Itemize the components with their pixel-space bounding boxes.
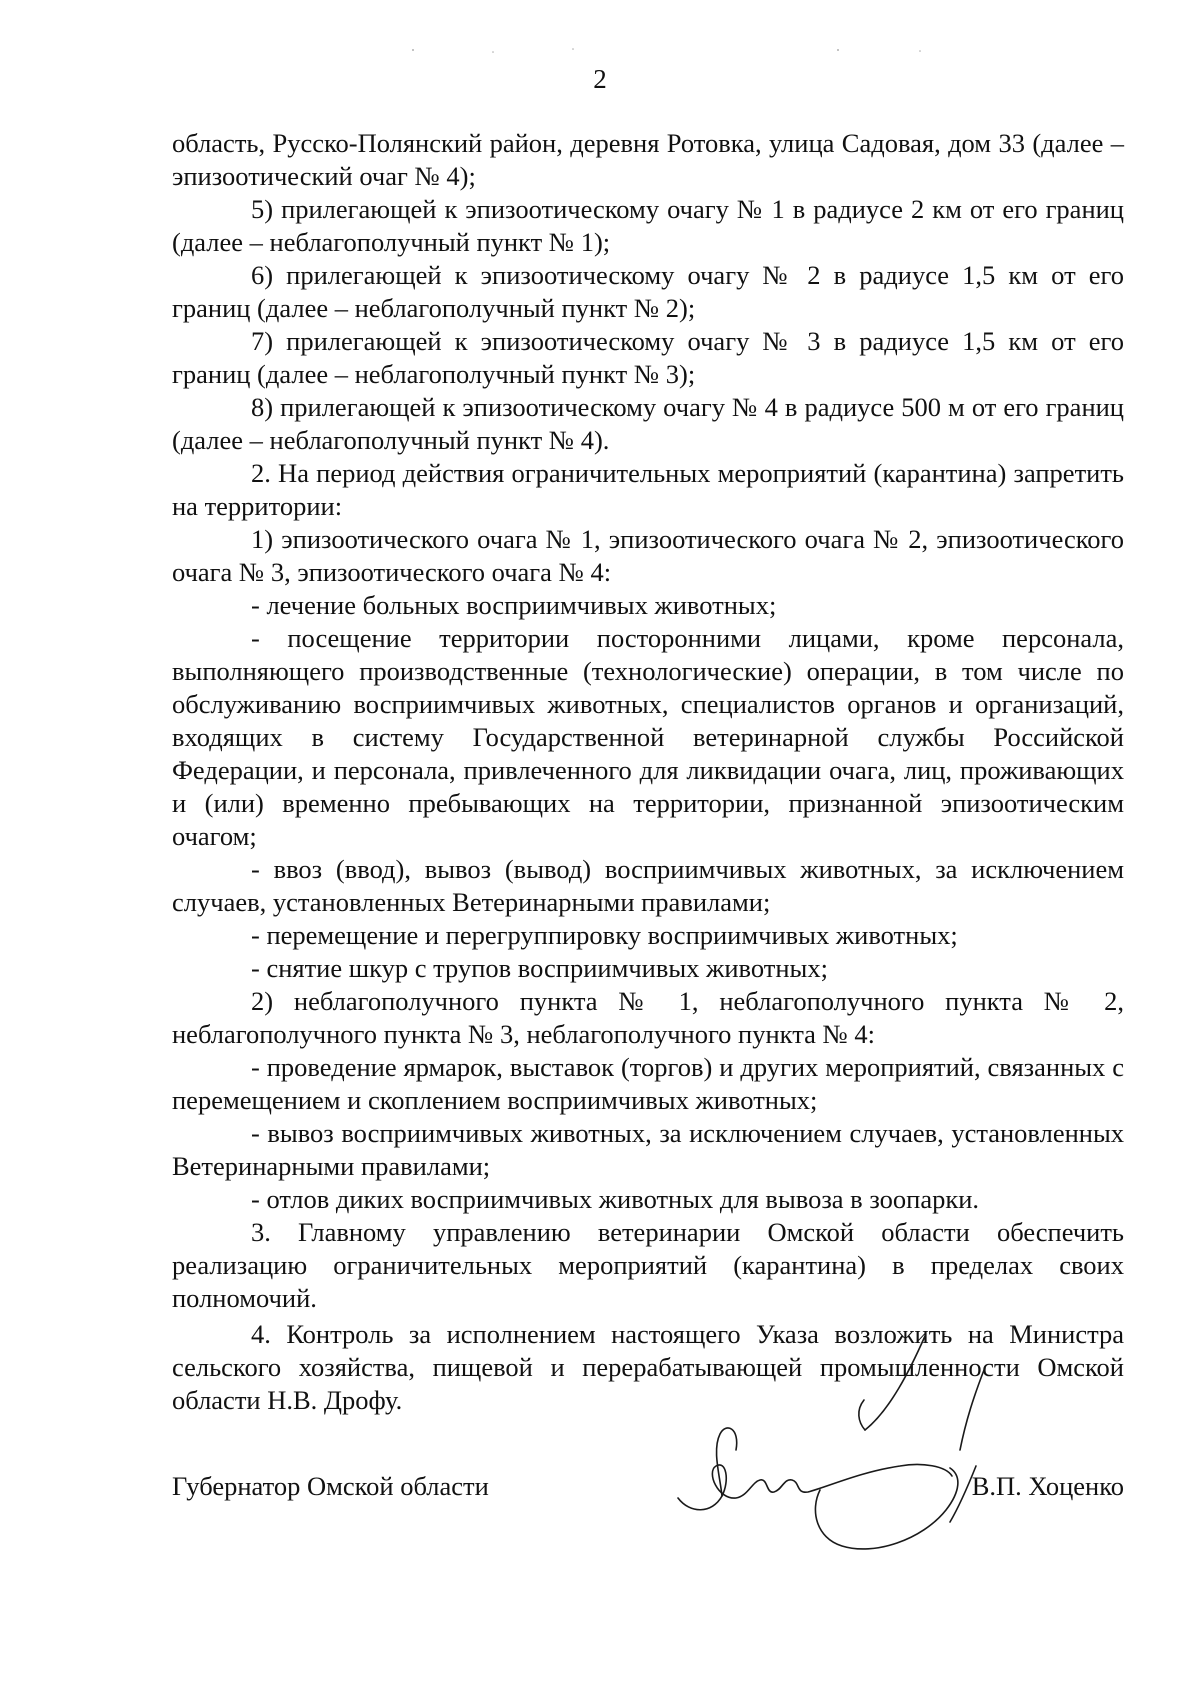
paragraph: - перемещение и перегруппировку восприимчивых животных;: [251, 920, 958, 950]
paragraph: 2) неблагополучного пункта № 1, неблагополучного пункта № 2, неблагополучного пункта № 3, неблагополучного пункта № 4:: [172, 986, 1124, 1049]
paragraph: 3. Главному управлению ветеринарии Омской области обеспечить реализацию ограничительных мероприятий (карантина) в пределах своих полномочий.: [172, 1217, 1124, 1313]
scan-artifacts: [0, 40, 1200, 60]
scan-dots-graphic: [0, 40, 1200, 60]
handwritten-signature: [660, 1300, 1040, 1570]
page-number: 2: [593, 64, 607, 94]
paragraph: 1) эпизоотического очага № 1, эпизоотического очага № 2, эпизоотического очага № 3, эпизоотического очага № 4:: [172, 524, 1124, 587]
paragraph: 2. На период действия ограничительных мероприятий (карантина) запретить на территории:: [172, 458, 1124, 521]
paragraph: 7) прилегающей к эпизоотическому очагу № 3 в радиусе 1,5 км от его границ (далее – неблагополучный пункт № 3);: [172, 326, 1124, 389]
document-body: [172, 127, 1124, 1417]
signatory-name: В.П. Хоценко: [971, 1471, 1124, 1501]
paragraph: 4. Контроль за исполнением настоящего Указа возложить на Министра сельского хозяйства, пищевой и перерабатывающей промышленности Омской области Н.В. Дрофу.: [172, 1319, 1124, 1415]
paragraph: - вывоз восприимчивых животных, за исключением случаев, установленных Ветеринарными правилами;: [172, 1118, 1124, 1181]
paragraph: область, Русско-Полянский район, деревня Ротовка, улица Садовая, дом 33 (далее – эпизоотический очаг № 4);: [172, 128, 1124, 191]
paragraph: 8) прилегающей к эпизоотическому очагу № 4 в радиусе 500 м от его границ (далее – неблагополучный пункт № 4).: [172, 392, 1124, 455]
paragraph: - ввоз (ввод), вывоз (вывод) восприимчивых животных, за исключением случаев, установленных Ветеринарными правилами;: [172, 854, 1124, 917]
paragraph: 5) прилегающей к эпизоотическому очагу № 1 в радиусе 2 км от его границ (далее – неблагополучный пункт № 1);: [172, 194, 1124, 257]
signatory-title: Губернатор Омской области: [172, 1471, 489, 1501]
paragraph: - снятие шкур с трупов восприимчивых животных;: [251, 953, 828, 983]
paragraph: - посещение территории посторонними лицами, кроме персонала, выполняющего производственные (технологические) операции, в том числе по обслуживанию восприимчивых животных, специалистов органов и организаций, входящих в систему Государственной ветеринарной службы Российской Федерации, и персонала, привлеченного для ликвидации очага, лиц, проживающих и (или) временно пребывающих на территории, признанной эпизоотическим очагом;: [172, 623, 1124, 851]
paragraph: - лечение больных восприимчивых животных;: [251, 590, 777, 620]
paragraph: 6) прилегающей к эпизоотическому очагу № 2 в радиусе 1,5 км от его границ (далее – неблагополучный пункт № 2);: [172, 260, 1124, 323]
paragraph: - отлов диких восприимчивых животных для вывоза в зоопарки.: [251, 1184, 980, 1214]
paragraph: - проведение ярмарок, выставок (торгов) и других мероприятий, связанных с перемещением и скоплением восприимчивых животных;: [172, 1052, 1124, 1115]
